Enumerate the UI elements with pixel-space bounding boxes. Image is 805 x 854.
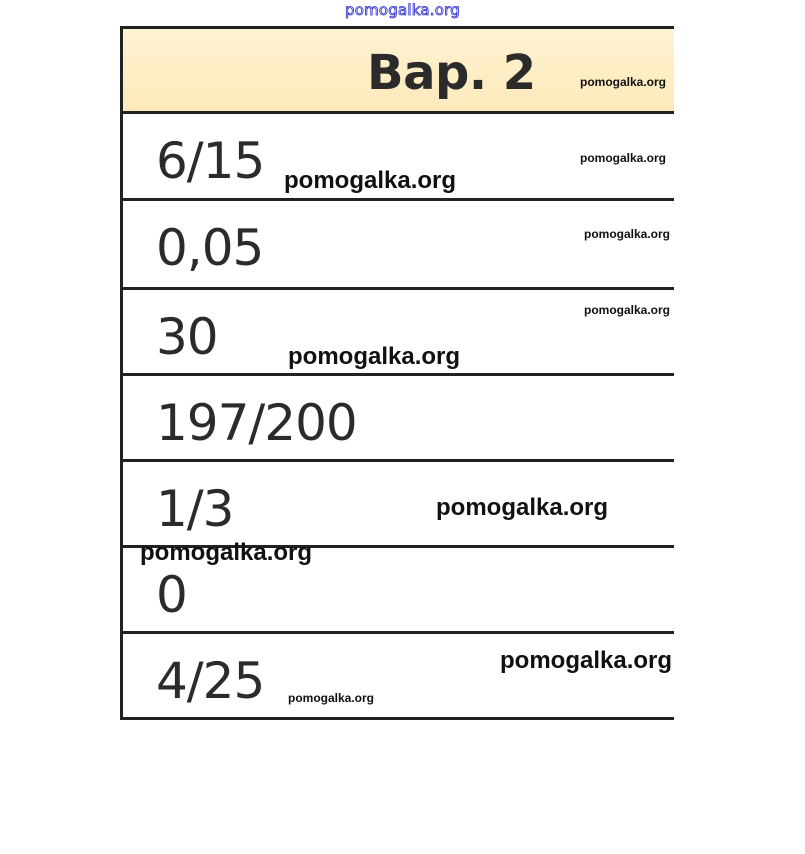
table-cell: 197/200: [156, 394, 357, 452]
table-row: [120, 376, 674, 462]
table-cell: 0,05: [156, 219, 264, 277]
watermark: pomogalka.org: [288, 691, 375, 705]
watermark: pomogalka.org: [288, 343, 461, 370]
table-header: Вар. 2: [367, 45, 536, 101]
table-cell: 1/3: [156, 480, 234, 538]
table-cell: 0: [156, 566, 187, 624]
watermark: pomogalka.org: [436, 494, 609, 521]
watermark: pomogalka.org: [580, 151, 667, 165]
watermark: pomogalka.org: [584, 303, 671, 317]
table-header-row: [120, 26, 674, 114]
table-cell: 30: [156, 308, 218, 366]
watermark: pomogalka.org: [500, 647, 673, 674]
watermark: pomogalka.org: [584, 227, 671, 241]
watermark: pomogalka.org: [284, 167, 457, 194]
table-cell: 4/25: [156, 652, 265, 710]
watermark: pomogalka.org: [140, 539, 313, 566]
watermark: pomogalka.org: [580, 75, 667, 89]
table-cell: 6/15: [156, 132, 265, 190]
site-link[interactable]: pomogalka.org: [345, 1, 460, 19]
table-row: [120, 201, 674, 290]
answer-table: [120, 26, 674, 720]
